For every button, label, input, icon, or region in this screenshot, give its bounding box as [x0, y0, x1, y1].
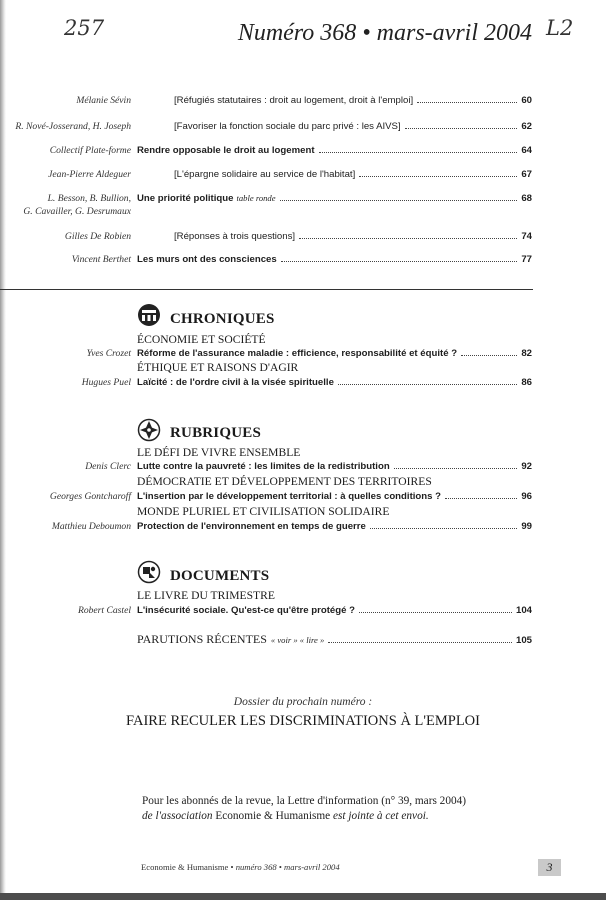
subscriber-notice	[142, 794, 562, 824]
toc-row	[0, 121, 606, 137]
dot-leader	[328, 641, 512, 643]
toc-entry[interactable]	[174, 231, 532, 242]
footer-separator: •	[278, 862, 282, 872]
issue-header: Numéro 368 • mars-avril 2004	[237, 20, 532, 46]
subsection-heading: LE DÉFI DE VIVRE ENSEMBLE	[137, 446, 301, 459]
toc-row	[0, 193, 606, 223]
toc-row	[0, 377, 606, 393]
toc-entry[interactable]	[174, 169, 532, 180]
page-number: 62	[521, 121, 532, 132]
entry-title: Protection de l'environnement en temps de guerre	[137, 521, 366, 532]
handwritten-note-left: 257	[64, 16, 105, 40]
author-name: Jean-Pierre Aldeguer	[48, 169, 131, 180]
toc-entry[interactable]	[137, 145, 532, 156]
rubriques-icon	[137, 418, 161, 442]
page-footer	[141, 862, 340, 872]
subsection-heading: MONDE PLURIEL ET CIVILISATION SOLIDAIRE	[137, 505, 390, 518]
section-title-chroniques: CHRONIQUES	[170, 311, 275, 327]
dot-leader	[405, 127, 518, 129]
subsection-heading: DÉMOCRATIE ET DÉVELOPPEMENT DES TERRITOIRES	[137, 475, 432, 488]
dot-leader	[280, 199, 518, 201]
dot-leader	[417, 101, 517, 103]
dot-leader	[359, 611, 512, 613]
next-dossier-title: FAIRE RECULER LES DISCRIMINATIONS À L'EMPLOI	[126, 713, 480, 729]
dot-leader	[445, 497, 517, 499]
footer-publication: Economie & Humanisme	[141, 862, 229, 872]
page-number: 86	[521, 377, 532, 388]
page-number: 99	[521, 521, 532, 532]
author-name: Robert Castel	[77, 605, 131, 616]
section-title-rubriques: RUBRIQUES	[170, 425, 261, 441]
parutions-subtitle: « voir » « lire »	[270, 635, 325, 645]
entry-title: Laïcité : de l'ordre civil à la visée spirituelle	[137, 377, 334, 388]
dot-leader	[359, 175, 517, 177]
scan-bottom-edge	[0, 893, 606, 900]
notice-line2	[142, 809, 562, 824]
notice-part1: de l'association	[142, 810, 213, 822]
toc-entry[interactable]	[174, 95, 532, 106]
parutions-label: PARUTIONS RÉCENTES	[137, 632, 267, 646]
dot-leader	[370, 527, 517, 529]
author-name: Denis Clerc	[85, 461, 131, 472]
entry-title: [L'épargne solidaire au service de l'habitat]	[174, 169, 356, 180]
toc-row	[0, 605, 606, 621]
toc-entry[interactable]	[137, 348, 532, 359]
dot-leader	[281, 260, 518, 262]
author-name: Hugues Puel	[81, 377, 131, 388]
entry-title: Les murs ont des consciences	[137, 254, 277, 265]
footer-separator: •	[230, 862, 234, 872]
page-number: 64	[521, 145, 532, 156]
author-name: Vincent Berthet	[71, 254, 131, 265]
entry-title: L'insécurité sociale. Qu'est-ce qu'être protégé ?	[137, 605, 355, 616]
toc-entry[interactable]	[137, 254, 532, 265]
author-name: Gilles De Robien	[64, 231, 131, 242]
entry-title: Rendre opposable le droit au logement	[137, 145, 315, 156]
handwritten-note-right: L2	[546, 16, 574, 40]
toc-row	[0, 632, 606, 648]
toc-row	[0, 348, 606, 364]
author-name: Mélanie Sévin	[76, 95, 131, 106]
page-number: 68	[521, 193, 532, 204]
entry-title: L'insertion par le développement territorial : à quelles conditions ?	[137, 491, 442, 502]
dot-leader	[461, 354, 517, 356]
entry-title: Réforme de l'assurance maladie : efficience, responsabilité et équité ?	[137, 348, 458, 359]
author-name-line1: L. Besson, B. Bullion,	[47, 193, 131, 204]
footer-issue: numéro 368	[235, 862, 277, 872]
page-number: 82	[521, 348, 532, 359]
notice-line1: Pour les abonnés de la revue, la Lettre d'information (n° 39, mars 2004)	[142, 795, 467, 807]
toc-row	[0, 521, 606, 537]
toc-entry-parutions[interactable]	[137, 632, 532, 647]
footer-date: mars-avril 2004	[284, 862, 340, 872]
entry-title: [Réponses à trois questions]	[174, 231, 296, 242]
section-title-documents: DOCUMENTS	[170, 568, 270, 584]
toc-entry[interactable]	[137, 461, 532, 472]
page-number: 92	[521, 461, 532, 472]
page-number: 105	[515, 635, 532, 646]
toc-entry[interactable]	[137, 491, 532, 502]
toc-entry[interactable]	[137, 193, 532, 204]
entry-title: [Favoriser la fonction sociale du parc privé : les AIVS]	[174, 121, 401, 132]
next-dossier-label: Dossier du prochain numéro :	[233, 696, 373, 708]
toc-row	[0, 254, 606, 270]
toc-row	[0, 95, 606, 111]
entry-subtitle: table ronde	[236, 193, 276, 203]
author-name-line2: G. Cavailler, G. Desrumaux	[23, 206, 131, 217]
author-name: Georges Gontcharoff	[49, 491, 131, 502]
notice-part3: est jointe à cet envoi.	[333, 810, 429, 822]
page-number: 104	[515, 605, 532, 616]
page-number: 60	[521, 95, 532, 106]
toc-entry[interactable]	[137, 605, 532, 616]
section-divider	[0, 289, 533, 290]
page-number: 74	[521, 231, 532, 242]
toc-row	[0, 231, 606, 247]
toc-entry[interactable]	[137, 521, 532, 532]
subsection-heading: LE LIVRE DU TRIMESTRE	[137, 589, 275, 602]
page-number: 67	[521, 169, 532, 180]
dot-leader	[299, 237, 517, 239]
notice-part2: Economie & Humanisme	[215, 810, 331, 822]
dot-leader	[394, 467, 518, 469]
toc-entry[interactable]	[137, 377, 532, 388]
entry-title: Lutte contre la pauvreté : les limites de la redistribution	[137, 461, 390, 472]
page-number: 96	[521, 491, 532, 502]
author-name: Matthieu Deboumon	[51, 521, 131, 532]
toc-entry[interactable]	[174, 121, 532, 132]
subsection-heading: ÉTHIQUE ET RAISONS D'AGIR	[137, 361, 299, 374]
author-name: R. Nové-Josserand, H. Joseph	[15, 121, 131, 132]
page-number: 77	[521, 254, 532, 265]
toc-row	[0, 169, 606, 185]
chroniques-icon	[137, 303, 161, 327]
author-name: Yves Crozet	[86, 348, 131, 359]
page-number-tab: 3	[538, 859, 561, 876]
toc-row	[0, 145, 606, 161]
entry-title: [Réfugiés statutaires : droit au logement, droit à l'emploi]	[174, 95, 414, 106]
subsection-heading: ÉCONOMIE ET SOCIÉTÉ	[137, 333, 266, 346]
author-name: Collectif Plate-forme	[49, 145, 131, 156]
dot-leader	[319, 151, 518, 153]
documents-icon	[137, 560, 161, 584]
entry-title: Une priorité politique	[137, 193, 234, 204]
dot-leader	[338, 383, 517, 385]
